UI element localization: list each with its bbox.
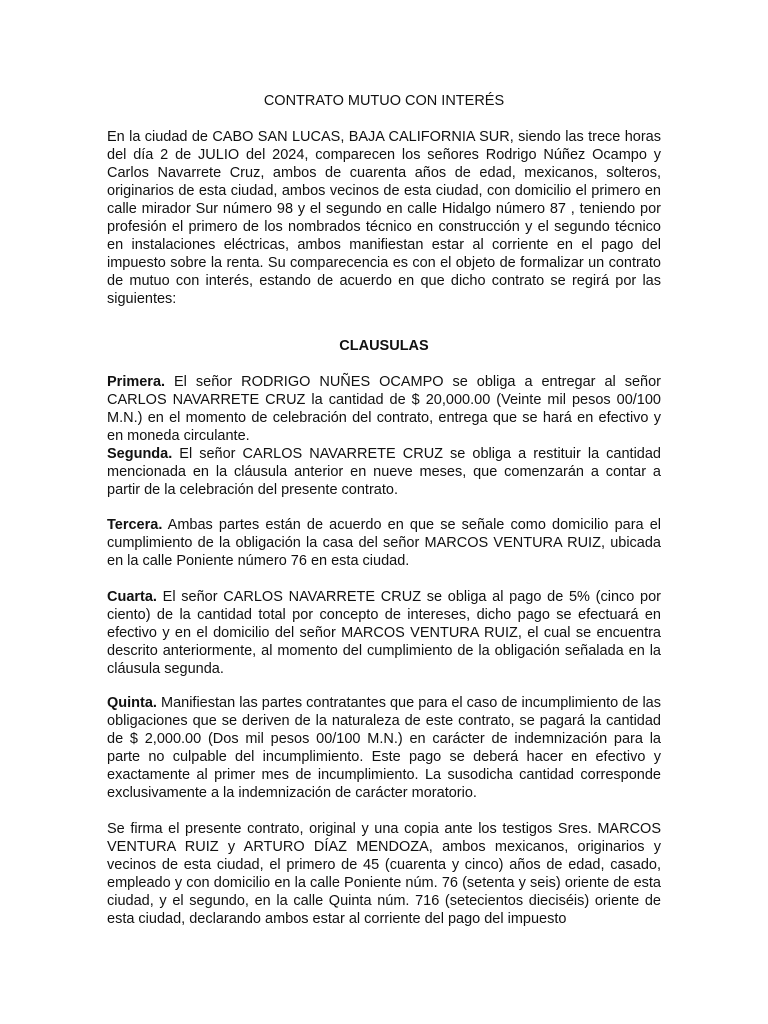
clause-label: Segunda. [107, 446, 173, 462]
clause-tercera [107, 516, 661, 570]
clause-text: Manifiestan las partes contratantes que para el caso de incumplimiento de las obligaciones que se deriven de la naturaleza de este contrato, se pagará la cantidad de $ 2,000.00 (Dos mil pesos 00/100 M.N.) en carácter de indemnización para la parte no culpable del incumplimiento. Este pago se deberá hacer en efectivo y exactamente al primer mes de incumplimiento. La susodicha cantidad corresponde exclusivamente a la indemnización de carácter moratorio. [107, 695, 661, 801]
clause-label: Quinta. [107, 695, 157, 711]
clause-quinta [107, 694, 661, 802]
intro-paragraph: En la ciudad de CABO SAN LUCAS, BAJA CALIFORNIA SUR, siendo las trece horas del día 2 de JULIO del 2024, comparecen los señores Rodrigo Núñez Ocampo y Carlos Navarrete Cruz, ambos de cuarenta años de edad, mexicanos, solteros, originarios de esta ciudad, ambos vecinos de esta ciudad, con domicilio el primero en calle mirador Sur número 98 y el segundo en calle Hidalgo número 87 , teniendo por profesión el primero de los nombrados técnico en construcción y el segundo técnico en instalaciones eléctricas, ambos manifiestan estar al corriente en el pago del impuesto sobre la renta. Su comparecencia es con el objeto de formalizar un contrato de mutuo con interés, estando de acuerdo en que dicho contrato se regirá por las siguientes: [107, 129, 661, 307]
clause-primera [107, 373, 661, 445]
closing-paragraph: Se firma el presente contrato, original y una copia ante los testigos Sres. MARCOS VENTURA RUIZ y ARTURO DÍAZ MENDOZA, ambos mexicanos, originarios y vecinos de esta ciudad, el primero de 45 (cuarenta y cinco) años de edad, casado, empleado y con domicilio en la calle Poniente núm. 76 (setenta y seis) oriente de esta ciudad, y el segundo, en la calle Quinta núm. 716 (setecientos dieciséis) oriente de esta ciudad, declarando ambos estar al corriente del pago del impuesto [107, 821, 661, 927]
clause-text: El señor CARLOS NAVARRETE CRUZ se obliga a restituir la cantidad mencionada en la cláusula anterior en nueve meses, que comenzarán a contar a partir de la celebración del presente contrato. [107, 446, 661, 498]
clause-cuarta [107, 588, 661, 678]
clause-label: Cuarta. [107, 589, 157, 605]
clause-text: El señor RODRIGO NUÑES OCAMPO se obliga a entregar al señor CARLOS NAVARRETE CRUZ la cantidad de $ 20,000.00 (Veinte mil pesos 00/100 M.N.) en el momento de celebración del contrato, entrega que se hará en efectivo y en moneda circulante. [107, 374, 661, 444]
clause-segunda [107, 445, 661, 499]
document-title: CONTRATO MUTUO CON INTERÉS [263, 93, 505, 109]
clause-text: Ambas partes están de acuerdo en que se señale como domicilio para el cumplimiento de la obligación la casa del señor MARCOS VENTURA RUIZ, ubicada en la calle Poniente número 76 en esta ciudad. [107, 517, 661, 569]
clause-label: Primera. [107, 374, 166, 390]
clauses-heading: CLAUSULAS [339, 338, 429, 354]
clause-label: Tercera. [107, 517, 163, 533]
clause-text: El señor CARLOS NAVARRETE CRUZ se obliga al pago de 5% (cinco por ciento) de la cantidad total por concepto de intereses, dicho pago se efectuará en efectivo y en el domicilio del señor MARCOS VENTURA RUIZ, el cual se encuentra descrito anteriormente, al momento del cumplimiento de la obligación señalada en la cláusula segunda. [107, 589, 661, 677]
